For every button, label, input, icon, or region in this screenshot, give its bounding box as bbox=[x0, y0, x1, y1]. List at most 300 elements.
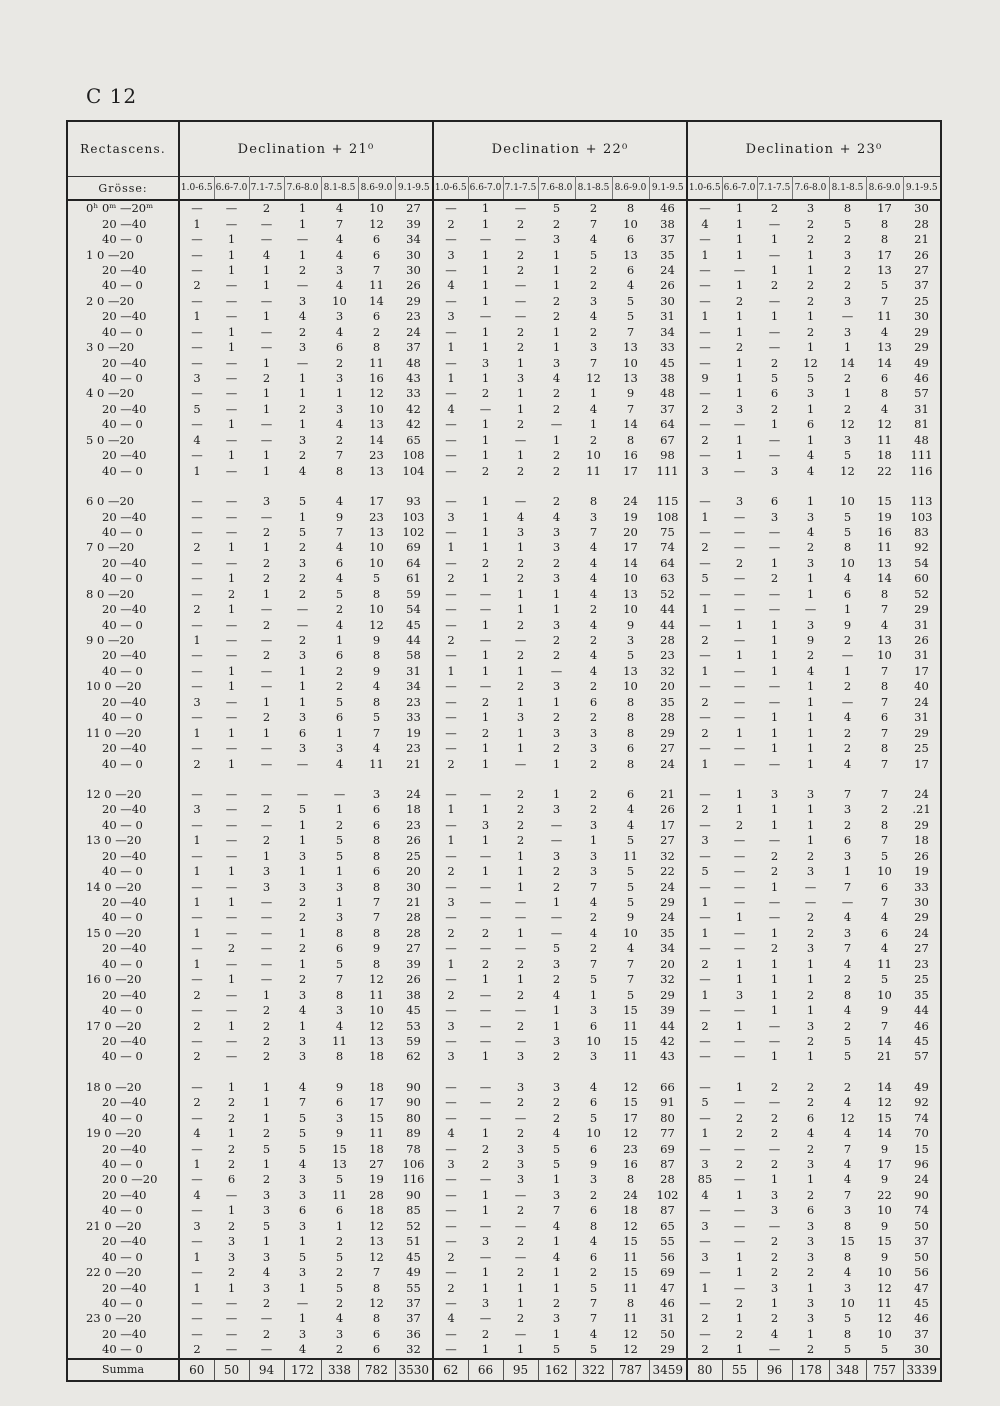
count-cell: — bbox=[225, 848, 238, 863]
count-cell: 53 bbox=[395, 1018, 433, 1033]
count-cell: 2 bbox=[193, 1095, 201, 1110]
count-cell: 6 bbox=[770, 386, 779, 401]
count-cell: — bbox=[191, 293, 203, 308]
count-cell: 1 bbox=[335, 864, 344, 879]
count-cell: — bbox=[445, 1110, 457, 1125]
count-cell: — bbox=[768, 756, 781, 771]
count-cell: 12 bbox=[623, 1342, 638, 1357]
count-cell: 42 bbox=[649, 1034, 687, 1049]
count-cell: 1 bbox=[193, 864, 201, 879]
count-cell: 2 bbox=[262, 555, 271, 570]
table-row bbox=[67, 910, 941, 925]
count-cell: 9 bbox=[372, 663, 381, 678]
count-cell: — bbox=[296, 602, 309, 617]
count-cell: — bbox=[733, 756, 746, 771]
count-cell: 2 bbox=[552, 741, 561, 756]
count-cell: 24 bbox=[914, 786, 929, 801]
count-cell: 5 bbox=[298, 1249, 307, 1264]
count-cell: 3 bbox=[589, 509, 598, 524]
count-cell: 2 bbox=[227, 941, 236, 956]
count-cell: 1 bbox=[770, 232, 779, 247]
count-cell: — bbox=[225, 925, 238, 940]
count-cell: 12 bbox=[369, 972, 384, 987]
table-row bbox=[67, 987, 941, 1002]
count-cell: 8 bbox=[372, 848, 381, 863]
count-cell: 37 bbox=[649, 402, 687, 417]
count-cell: 1 bbox=[481, 972, 490, 987]
count-cell: — bbox=[479, 602, 492, 617]
count-cell: 1 bbox=[227, 262, 236, 277]
count-cell: — bbox=[733, 941, 746, 956]
count-cell: — bbox=[225, 216, 238, 231]
count-cell: 14 bbox=[877, 1126, 892, 1141]
count-cell: 2 bbox=[227, 1218, 236, 1233]
count-cell: 2 bbox=[770, 864, 779, 879]
count-cell: 8 bbox=[372, 879, 381, 894]
count-cell: — bbox=[733, 1049, 746, 1064]
count-cell: 1 bbox=[806, 494, 815, 509]
count-cell: 10 bbox=[369, 602, 384, 617]
count-cell: — bbox=[225, 1049, 238, 1064]
count-cell: 3 bbox=[843, 848, 852, 863]
count-cell: — bbox=[225, 555, 238, 570]
count-cell: 3 bbox=[227, 1249, 236, 1264]
count-cell: 3 bbox=[516, 1141, 525, 1156]
count-cell: — bbox=[191, 586, 203, 601]
count-cell: — bbox=[191, 879, 203, 894]
count-cell: — bbox=[550, 663, 563, 678]
count-cell: — bbox=[699, 494, 711, 509]
count-cell: 1 bbox=[770, 956, 779, 971]
count-cell: 42 bbox=[395, 402, 433, 417]
count-cell: — bbox=[260, 910, 273, 925]
count-cell: 7 bbox=[626, 401, 635, 416]
count-cell: 1 bbox=[735, 648, 744, 663]
count-cell: 13 bbox=[369, 1033, 384, 1048]
table-row bbox=[67, 200, 941, 216]
count-cell: 1 bbox=[262, 278, 271, 293]
table-row bbox=[67, 1249, 941, 1264]
count-cell: 2 bbox=[447, 756, 455, 771]
count-cell: 2 bbox=[481, 463, 490, 478]
ra-interval-label: 18 0 —20 bbox=[67, 1080, 179, 1095]
count-cell: 30 bbox=[395, 879, 433, 894]
count-cell: 2 bbox=[516, 463, 525, 478]
summa-cell: 3459 bbox=[649, 1359, 687, 1381]
count-cell: 17 bbox=[914, 756, 929, 771]
table-row bbox=[67, 540, 941, 555]
count-cell: — bbox=[733, 1172, 746, 1187]
count-cell: — bbox=[445, 1218, 457, 1233]
count-cell: 1 bbox=[227, 340, 236, 355]
count-cell: — bbox=[699, 524, 711, 539]
count-cell: — bbox=[445, 941, 457, 956]
count-cell: — bbox=[514, 633, 527, 648]
count-cell: 2 bbox=[298, 633, 307, 648]
count-cell: — bbox=[260, 925, 273, 940]
count-cell: — bbox=[225, 494, 238, 509]
count-cell: 2 bbox=[735, 1295, 744, 1310]
count-cell: 1 bbox=[516, 1295, 525, 1310]
count-cell: 3 bbox=[843, 293, 852, 308]
count-cell: 2 bbox=[552, 710, 561, 725]
count-cell: 4 bbox=[843, 1172, 852, 1187]
count-cell: 17 bbox=[877, 247, 892, 262]
ra-interval-label: 40 — 0 bbox=[67, 864, 179, 879]
ra-interval-label: 40 — 0 bbox=[67, 710, 179, 725]
count-cell: 10 bbox=[623, 679, 638, 694]
count-cell: 21 bbox=[395, 756, 433, 771]
count-cell: — bbox=[225, 817, 238, 832]
count-cell: 15 bbox=[623, 1095, 638, 1110]
magnitude-range-header: 7.1-7.5 bbox=[757, 177, 792, 201]
count-cell: — bbox=[225, 309, 238, 324]
table-row bbox=[67, 849, 941, 864]
count-cell: 5 bbox=[262, 1141, 271, 1156]
count-cell: 8 bbox=[843, 1326, 852, 1341]
summa-cell: 94 bbox=[249, 1359, 284, 1381]
count-cell: 8 bbox=[626, 694, 635, 709]
count-cell: — bbox=[768, 293, 781, 308]
count-cell: 78 bbox=[395, 1141, 433, 1156]
count-cell: 2 bbox=[481, 555, 490, 570]
count-cell: 87 bbox=[649, 1203, 687, 1218]
count-cell: 4 bbox=[806, 448, 815, 463]
count-cell: 2 bbox=[806, 1187, 815, 1202]
count-cell: 2 bbox=[262, 1172, 271, 1187]
count-cell: 2 bbox=[843, 817, 852, 832]
count-cell: 19 bbox=[877, 509, 892, 524]
count-cell: 17 bbox=[649, 818, 687, 833]
count-cell: 1 bbox=[481, 864, 490, 879]
count-cell: 8 bbox=[626, 710, 635, 725]
ra-interval-label: 40 — 0 bbox=[67, 1342, 179, 1358]
count-cell: 4 bbox=[843, 1095, 852, 1110]
count-cell: 1 bbox=[701, 987, 709, 1002]
count-cell: 11 bbox=[623, 1311, 638, 1326]
ra-interval-label: 20 —40 bbox=[67, 355, 179, 370]
count-cell: 67 bbox=[649, 433, 687, 448]
count-cell: 1 bbox=[262, 586, 271, 601]
count-cell: 5 bbox=[843, 509, 852, 524]
count-cell: — bbox=[191, 1172, 203, 1187]
count-cell: 1 bbox=[770, 802, 779, 817]
count-cell: 1 bbox=[735, 1018, 744, 1033]
count-cell: 1 bbox=[262, 848, 271, 863]
count-cell: 44 bbox=[395, 633, 433, 648]
count-cell: 2 bbox=[770, 571, 779, 586]
count-cell: 3 bbox=[298, 340, 307, 355]
count-cell: 1 bbox=[298, 679, 307, 694]
count-cell: 1 bbox=[262, 1079, 271, 1094]
ra-interval-label: 20 —40 bbox=[67, 802, 179, 817]
block-spacer bbox=[67, 1065, 941, 1080]
count-cell: 1 bbox=[806, 1049, 815, 1064]
count-cell: 1 bbox=[516, 663, 525, 678]
count-cell: 1 bbox=[806, 1003, 815, 1018]
count-cell: 3 bbox=[552, 355, 561, 370]
count-cell: 20 bbox=[649, 957, 687, 972]
count-cell: 3 bbox=[552, 725, 561, 740]
count-cell: 2 bbox=[701, 725, 709, 740]
count-cell: — bbox=[445, 1172, 457, 1187]
count-cell: 9 bbox=[372, 633, 381, 648]
count-cell: 6 bbox=[589, 1249, 598, 1264]
count-cell: 1 bbox=[193, 633, 201, 648]
summa-cell: 96 bbox=[757, 1359, 792, 1381]
table-row bbox=[67, 802, 941, 817]
count-cell: 1 bbox=[701, 925, 709, 940]
table-row bbox=[67, 818, 941, 833]
count-cell: 3 bbox=[262, 1187, 271, 1202]
count-cell: 1 bbox=[735, 355, 744, 370]
count-cell: 4 bbox=[843, 1003, 852, 1018]
count-cell: — bbox=[191, 324, 203, 339]
count-cell: 63 bbox=[649, 571, 687, 586]
count-cell: 2 bbox=[552, 463, 561, 478]
count-cell: 6 bbox=[372, 1342, 381, 1357]
count-cell: 32 bbox=[649, 849, 687, 864]
ra-interval-label: 20 —40 bbox=[67, 1327, 179, 1342]
count-cell: 1 bbox=[481, 1342, 490, 1357]
count-cell: — bbox=[445, 463, 457, 478]
count-cell: 4 bbox=[335, 571, 344, 586]
count-cell: 6 bbox=[335, 1203, 344, 1218]
count-cell: 4 bbox=[552, 1249, 561, 1264]
count-cell: 12 bbox=[877, 1311, 892, 1326]
count-cell: 3 bbox=[193, 1218, 201, 1233]
count-cell: 4 bbox=[335, 201, 344, 216]
count-cell: — bbox=[479, 401, 492, 416]
ra-interval-label: 40 — 0 bbox=[67, 417, 179, 432]
count-cell: 2 bbox=[701, 802, 709, 817]
count-cell: 7 bbox=[880, 895, 889, 910]
count-cell: 6 bbox=[589, 1018, 598, 1033]
summa-cell: 3530 bbox=[395, 1359, 433, 1381]
count-cell: — bbox=[445, 602, 457, 617]
count-cell: 3 bbox=[516, 524, 525, 539]
count-cell: 104 bbox=[395, 463, 433, 478]
count-cell: 1 bbox=[735, 956, 744, 971]
count-cell: 2 bbox=[516, 679, 525, 694]
count-cell: 24 bbox=[623, 1187, 638, 1202]
count-cell: 2 bbox=[701, 694, 709, 709]
count-cell: 3 bbox=[447, 1157, 455, 1172]
count-cell: 17 bbox=[623, 540, 638, 555]
count-cell: 6 bbox=[227, 1172, 236, 1187]
count-cell: 1 bbox=[735, 201, 744, 216]
count-cell: 69 bbox=[649, 1141, 687, 1156]
count-cell: 11 bbox=[623, 848, 638, 863]
count-cell: 90 bbox=[395, 1188, 433, 1203]
count-cell: 3 bbox=[589, 725, 598, 740]
count-cell: — bbox=[191, 710, 203, 725]
count-cell: 27 bbox=[395, 941, 433, 956]
count-cell: 29 bbox=[914, 725, 929, 740]
count-cell: 7 bbox=[589, 524, 598, 539]
count-cell: 4 bbox=[335, 278, 344, 293]
count-cell: 70 bbox=[914, 1126, 929, 1141]
count-cell: 31 bbox=[914, 710, 929, 725]
count-cell: 3 bbox=[298, 1033, 307, 1048]
count-cell: 103 bbox=[395, 509, 433, 524]
count-cell: 3 bbox=[701, 1157, 709, 1172]
count-cell: 2 bbox=[589, 910, 598, 925]
count-cell: — bbox=[225, 401, 238, 416]
ra-interval-label: 40 — 0 bbox=[67, 1249, 179, 1264]
count-cell: 17 bbox=[623, 463, 638, 478]
count-cell: 1 bbox=[516, 448, 525, 463]
count-cell: 2 bbox=[447, 987, 455, 1002]
count-cell: 12 bbox=[623, 1326, 638, 1341]
count-cell: 30 bbox=[914, 201, 929, 216]
count-cell: 2 bbox=[552, 1110, 561, 1125]
count-cell: 10 bbox=[877, 648, 892, 663]
count-cell: 1 bbox=[481, 340, 490, 355]
table-row bbox=[67, 1265, 941, 1280]
count-cell: 8 bbox=[335, 987, 344, 1002]
count-cell: 4 bbox=[589, 309, 598, 324]
count-cell: 5 bbox=[626, 879, 635, 894]
count-cell: 3 bbox=[262, 864, 271, 879]
count-cell: 1 bbox=[262, 262, 271, 277]
summa-cell: 178 bbox=[792, 1359, 829, 1381]
count-cell: 3 bbox=[298, 1049, 307, 1064]
magnitude-range-header: 6.6-7.0 bbox=[214, 177, 249, 201]
count-cell: 6 bbox=[589, 1095, 598, 1110]
count-cell: 14 bbox=[369, 293, 384, 308]
count-cell: 3 bbox=[806, 864, 815, 879]
count-cell: 4 bbox=[372, 741, 381, 756]
count-cell: 44 bbox=[649, 1018, 687, 1033]
ra-interval-label: 20 —40 bbox=[67, 402, 179, 417]
count-cell: 1 bbox=[735, 1311, 744, 1326]
declination-23-header: Declination + 23⁰ bbox=[745, 141, 883, 157]
count-cell: 1 bbox=[335, 802, 344, 817]
count-cell: 13 bbox=[623, 371, 638, 386]
count-cell: 1 bbox=[806, 432, 815, 447]
table-row bbox=[67, 1234, 941, 1249]
count-cell: 2 bbox=[227, 1095, 236, 1110]
count-cell: 1 bbox=[298, 663, 307, 678]
groesse-label: Grösse: bbox=[67, 177, 179, 201]
count-cell: 5 bbox=[552, 201, 561, 216]
count-cell: 17 bbox=[877, 1157, 892, 1172]
count-cell: 2 bbox=[516, 262, 525, 277]
count-cell: 2 bbox=[770, 1311, 779, 1326]
count-cell: — bbox=[225, 956, 238, 971]
count-cell: — bbox=[445, 448, 457, 463]
count-cell: 1 bbox=[481, 1265, 490, 1280]
ra-interval-label: 20 0 —20 bbox=[67, 1172, 179, 1187]
count-cell: 2 bbox=[335, 355, 344, 370]
count-cell: 3 bbox=[735, 987, 744, 1002]
count-cell: 18 bbox=[369, 1203, 384, 1218]
count-cell: 11 bbox=[623, 1249, 638, 1264]
count-cell: 4 bbox=[806, 463, 815, 478]
count-cell: 34 bbox=[649, 941, 687, 956]
count-cell: — bbox=[699, 1234, 711, 1249]
count-cell: 2 bbox=[806, 848, 815, 863]
count-cell: — bbox=[699, 786, 711, 801]
count-cell: 1 bbox=[770, 309, 779, 324]
count-cell: 5 bbox=[806, 371, 815, 386]
count-cell: 1 bbox=[481, 1280, 490, 1295]
count-cell: 2 bbox=[806, 925, 815, 940]
count-cell: 8 bbox=[626, 1172, 635, 1187]
count-cell: 21 bbox=[914, 232, 929, 247]
count-cell: 4 bbox=[552, 987, 561, 1002]
count-cell: — bbox=[699, 710, 711, 725]
count-cell: 1 bbox=[481, 432, 490, 447]
count-cell: 28 bbox=[649, 710, 687, 725]
count-cell: — bbox=[733, 524, 746, 539]
count-cell: 37 bbox=[914, 1234, 929, 1249]
count-cell: 3 bbox=[481, 1295, 490, 1310]
table-row bbox=[67, 1034, 941, 1049]
ra-interval-label: 40 — 0 bbox=[67, 571, 179, 586]
count-cell: — bbox=[260, 324, 273, 339]
magnitude-range-header: 8.6-9.0 bbox=[612, 177, 649, 201]
count-cell: — bbox=[733, 571, 746, 586]
count-cell: 1 bbox=[481, 571, 490, 586]
count-cell: — bbox=[479, 633, 492, 648]
count-cell: 31 bbox=[395, 664, 433, 679]
count-cell: 1 bbox=[843, 864, 852, 879]
count-cell: 4 bbox=[298, 1157, 307, 1172]
count-cell: 2 bbox=[770, 401, 779, 416]
count-cell: 2 bbox=[701, 1342, 709, 1357]
count-cell: 1 bbox=[262, 401, 271, 416]
count-cell: 10 bbox=[369, 1003, 384, 1018]
count-cell: 2 bbox=[552, 401, 561, 416]
count-cell: 3 bbox=[481, 355, 490, 370]
count-cell: 1 bbox=[735, 1079, 744, 1094]
count-cell: — bbox=[260, 293, 273, 308]
count-cell: — bbox=[699, 648, 711, 663]
count-cell: — bbox=[445, 555, 457, 570]
count-cell: 2 bbox=[552, 494, 561, 509]
count-cell: 2 bbox=[843, 278, 852, 293]
count-cell: — bbox=[733, 1234, 746, 1249]
count-cell: 7 bbox=[843, 1187, 852, 1202]
count-cell: 2 bbox=[701, 540, 709, 555]
table-row bbox=[67, 417, 941, 432]
count-cell: 6 bbox=[335, 648, 344, 663]
count-cell: 4 bbox=[193, 1126, 201, 1141]
count-cell: 23 bbox=[369, 448, 384, 463]
count-cell: 3 bbox=[843, 432, 852, 447]
count-cell: — bbox=[699, 324, 711, 339]
count-cell: 5 bbox=[880, 848, 889, 863]
count-cell: 3 bbox=[516, 371, 525, 386]
table-row bbox=[67, 216, 941, 231]
count-cell: 3 bbox=[262, 879, 271, 894]
count-cell: 29 bbox=[649, 987, 687, 1002]
count-cell: 1 bbox=[481, 648, 490, 663]
count-cell: 2 bbox=[447, 864, 455, 879]
summa-cell: 348 bbox=[829, 1359, 866, 1381]
table-row bbox=[67, 355, 941, 370]
count-cell: 1 bbox=[552, 340, 561, 355]
count-cell: 2 bbox=[806, 540, 815, 555]
count-cell: 2 bbox=[481, 925, 490, 940]
count-cell: 31 bbox=[649, 309, 687, 324]
count-cell: 1 bbox=[481, 494, 490, 509]
count-cell: — bbox=[768, 910, 781, 925]
ra-interval-label: 40 — 0 bbox=[67, 463, 179, 478]
count-cell: 3 bbox=[335, 262, 344, 277]
